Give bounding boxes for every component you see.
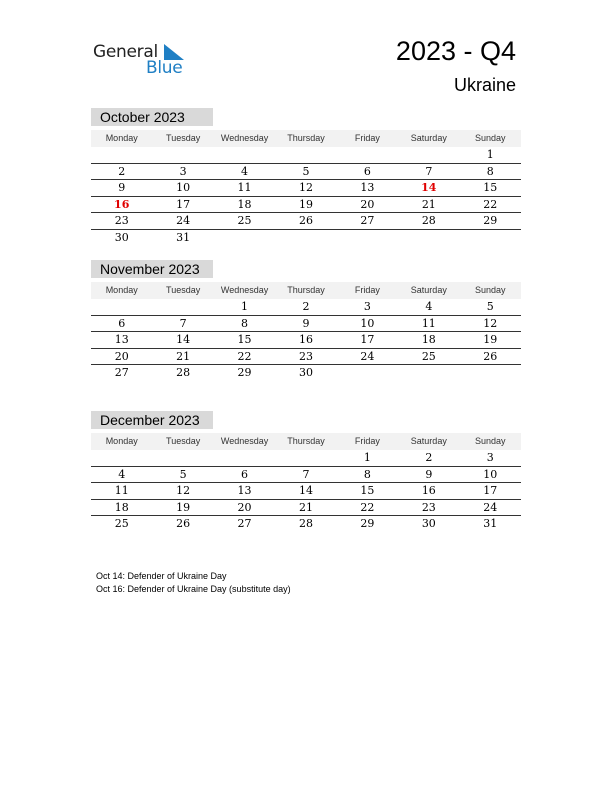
week-row	[91, 213, 521, 230]
date-cell: 11	[237, 181, 252, 195]
date-cell	[152, 299, 213, 315]
date-cell: 23	[114, 214, 129, 228]
weekday-label: Thursday	[287, 285, 325, 295]
date-cell: 3	[363, 300, 371, 313]
date-cell: 7	[425, 164, 433, 178]
date-cell: 25	[237, 214, 252, 228]
weekday-label: Friday	[354, 436, 380, 446]
week-row	[91, 332, 521, 349]
date-cell: 6	[118, 316, 126, 330]
holiday-date-cell: 14	[421, 181, 437, 195]
month-december	[91, 411, 521, 533]
weekday-header-row	[91, 433, 521, 450]
holiday-note: Oct 14: Defender of Ukraine Day	[96, 571, 227, 581]
date-cell: 16	[421, 484, 436, 498]
date-cell: 11	[114, 484, 129, 498]
date-cell: 19	[298, 197, 313, 211]
date-cell: 5	[179, 467, 187, 481]
date-cell: 24	[483, 500, 498, 514]
week-row	[91, 516, 521, 533]
date-cell: 20	[360, 197, 375, 211]
date-cell: 10	[483, 467, 498, 481]
date-cell: 5	[302, 164, 310, 178]
month-label: October 2023	[91, 108, 213, 126]
date-cell: 19	[176, 500, 191, 514]
weekday-label: Thursday	[287, 436, 325, 446]
date-cell: 9	[118, 181, 126, 195]
page-title: 2023 - Q4	[395, 36, 516, 66]
weekday-label: Sunday	[474, 133, 506, 143]
week-row	[91, 197, 521, 214]
date-cell: 1	[363, 451, 371, 464]
date-cell: 17	[176, 197, 191, 211]
date-cell: 1	[486, 148, 494, 161]
date-cell: 15	[483, 181, 498, 195]
date-cell	[152, 450, 213, 466]
date-cell	[91, 299, 152, 315]
weekday-header-row	[91, 282, 521, 299]
logo-text-blue: Blue	[146, 58, 183, 78]
date-cell: 5	[486, 300, 494, 313]
weekday-label: Thursday	[287, 133, 325, 143]
week-row	[91, 467, 521, 484]
date-cell	[337, 147, 398, 163]
date-cell	[214, 230, 275, 247]
date-cell	[460, 365, 521, 382]
date-cell: 30	[114, 230, 129, 244]
date-cell: 7	[179, 316, 187, 330]
weekday-label: Saturday	[410, 285, 447, 295]
date-cell: 11	[421, 316, 436, 330]
week-row	[91, 299, 521, 316]
date-cell	[275, 450, 336, 466]
weekday-label: Wednesday	[220, 133, 269, 143]
week-row	[91, 147, 521, 164]
weekday-label: Monday	[105, 133, 138, 143]
date-cell: 23	[298, 349, 313, 363]
date-cell: 16	[298, 333, 313, 347]
date-cell: 22	[237, 349, 252, 363]
weekday-label: Wednesday	[220, 285, 269, 295]
date-cell: 29	[360, 517, 375, 531]
date-cell: 27	[360, 214, 375, 228]
weekday-label: Monday	[105, 436, 138, 446]
date-cell	[398, 365, 459, 382]
date-cell	[214, 450, 275, 466]
date-cell: 14	[176, 333, 191, 347]
date-cell: 4	[425, 300, 433, 313]
date-cell: 19	[483, 333, 498, 347]
date-cell: 22	[483, 197, 498, 211]
date-cell: 4	[118, 467, 126, 481]
month-november	[91, 260, 521, 382]
date-cell: 27	[114, 366, 129, 380]
week-row	[91, 483, 521, 500]
date-cell: 6	[363, 164, 371, 178]
date-cell: 17	[483, 484, 498, 498]
date-cell: 18	[421, 333, 436, 347]
week-row	[91, 500, 521, 517]
holiday-date-cell: 16	[114, 197, 130, 211]
weekday-label: Friday	[354, 285, 380, 295]
date-cell	[214, 147, 275, 163]
date-cell	[91, 450, 152, 466]
date-cell: 31	[483, 517, 498, 531]
date-cell: 21	[176, 349, 191, 363]
date-cell: 23	[421, 500, 436, 514]
date-cell	[152, 147, 213, 163]
date-cell: 15	[360, 484, 375, 498]
date-cell: 27	[237, 517, 252, 531]
weekday-label: Tuesday	[166, 436, 201, 446]
date-cell: 10	[360, 316, 375, 330]
date-cell: 24	[360, 349, 375, 363]
date-cell: 29	[483, 214, 498, 228]
date-cell: 20	[237, 500, 252, 514]
logo-text-general: General	[93, 42, 158, 62]
date-cell	[337, 365, 398, 382]
weekday-label: Saturday	[410, 133, 447, 143]
date-cell: 29	[237, 366, 252, 380]
brand-logo	[93, 42, 193, 78]
date-cell: 2	[302, 300, 310, 313]
date-cell: 17	[360, 333, 375, 347]
date-cell: 26	[298, 214, 313, 228]
date-cell: 13	[237, 484, 252, 498]
date-cell: 12	[176, 484, 191, 498]
date-cell	[398, 147, 459, 163]
week-row	[91, 316, 521, 333]
calendar-grid	[91, 282, 521, 382]
date-cell: 21	[421, 197, 436, 211]
date-cell: 6	[241, 467, 249, 481]
date-cell: 30	[298, 366, 313, 380]
date-cell: 28	[421, 214, 436, 228]
weekday-label: Tuesday	[166, 133, 201, 143]
calendar-grid	[91, 433, 521, 533]
date-cell: 31	[176, 230, 191, 244]
date-cell: 8	[363, 467, 371, 481]
date-cell: 7	[302, 467, 310, 481]
date-cell: 28	[176, 366, 191, 380]
month-label: November 2023	[91, 260, 213, 278]
date-cell	[398, 230, 459, 247]
date-cell: 10	[176, 181, 191, 195]
month-label: December 2023	[91, 411, 213, 429]
week-row	[91, 230, 521, 247]
weekday-label: Sunday	[474, 436, 506, 446]
week-row	[91, 450, 521, 467]
date-cell: 25	[114, 517, 129, 531]
date-cell: 26	[176, 517, 191, 531]
holiday-note: Oct 16: Defender of Ukraine Day (substitute day)	[96, 583, 291, 594]
date-cell: 12	[483, 316, 498, 330]
holiday-notes	[96, 570, 291, 595]
date-cell: 14	[298, 484, 313, 498]
date-cell: 26	[483, 349, 498, 363]
date-cell: 4	[241, 164, 249, 178]
country-name: Ukraine	[453, 75, 516, 95]
date-cell: 3	[179, 164, 187, 178]
date-cell: 12	[298, 181, 313, 195]
date-cell: 28	[298, 517, 313, 531]
date-cell	[337, 230, 398, 247]
week-row	[91, 365, 521, 382]
date-cell	[275, 230, 336, 247]
weekday-label: Sunday	[474, 285, 506, 295]
week-row	[91, 180, 521, 197]
date-cell: 2	[425, 451, 433, 464]
date-cell: 1	[241, 300, 249, 313]
date-cell: 3	[486, 451, 494, 464]
date-cell: 30	[421, 517, 436, 531]
month-october	[91, 108, 521, 247]
weekday-label: Wednesday	[220, 436, 269, 446]
weekday-label: Tuesday	[166, 285, 201, 295]
week-row	[91, 349, 521, 366]
date-cell: 15	[237, 333, 252, 347]
date-cell: 20	[114, 349, 129, 363]
weekday-label: Saturday	[410, 436, 447, 446]
date-cell	[460, 230, 521, 247]
date-cell	[91, 147, 152, 163]
date-cell: 25	[421, 349, 436, 363]
date-cell: 18	[237, 197, 252, 211]
date-cell: 13	[360, 181, 375, 195]
calendar-grid	[91, 130, 521, 247]
date-cell: 22	[360, 500, 375, 514]
date-cell: 18	[114, 500, 129, 514]
date-cell	[275, 147, 336, 163]
weekday-label: Friday	[354, 133, 380, 143]
date-cell: 24	[176, 214, 191, 228]
date-cell: 9	[425, 467, 433, 481]
date-cell: 8	[486, 164, 494, 178]
date-cell: 13	[114, 333, 129, 347]
date-cell: 9	[302, 316, 310, 330]
date-cell: 2	[118, 164, 126, 178]
date-cell: 21	[298, 500, 313, 514]
weekday-label: Monday	[105, 285, 138, 295]
date-cell: 8	[241, 316, 249, 330]
weekday-header-row	[91, 130, 521, 147]
week-row	[91, 164, 521, 181]
